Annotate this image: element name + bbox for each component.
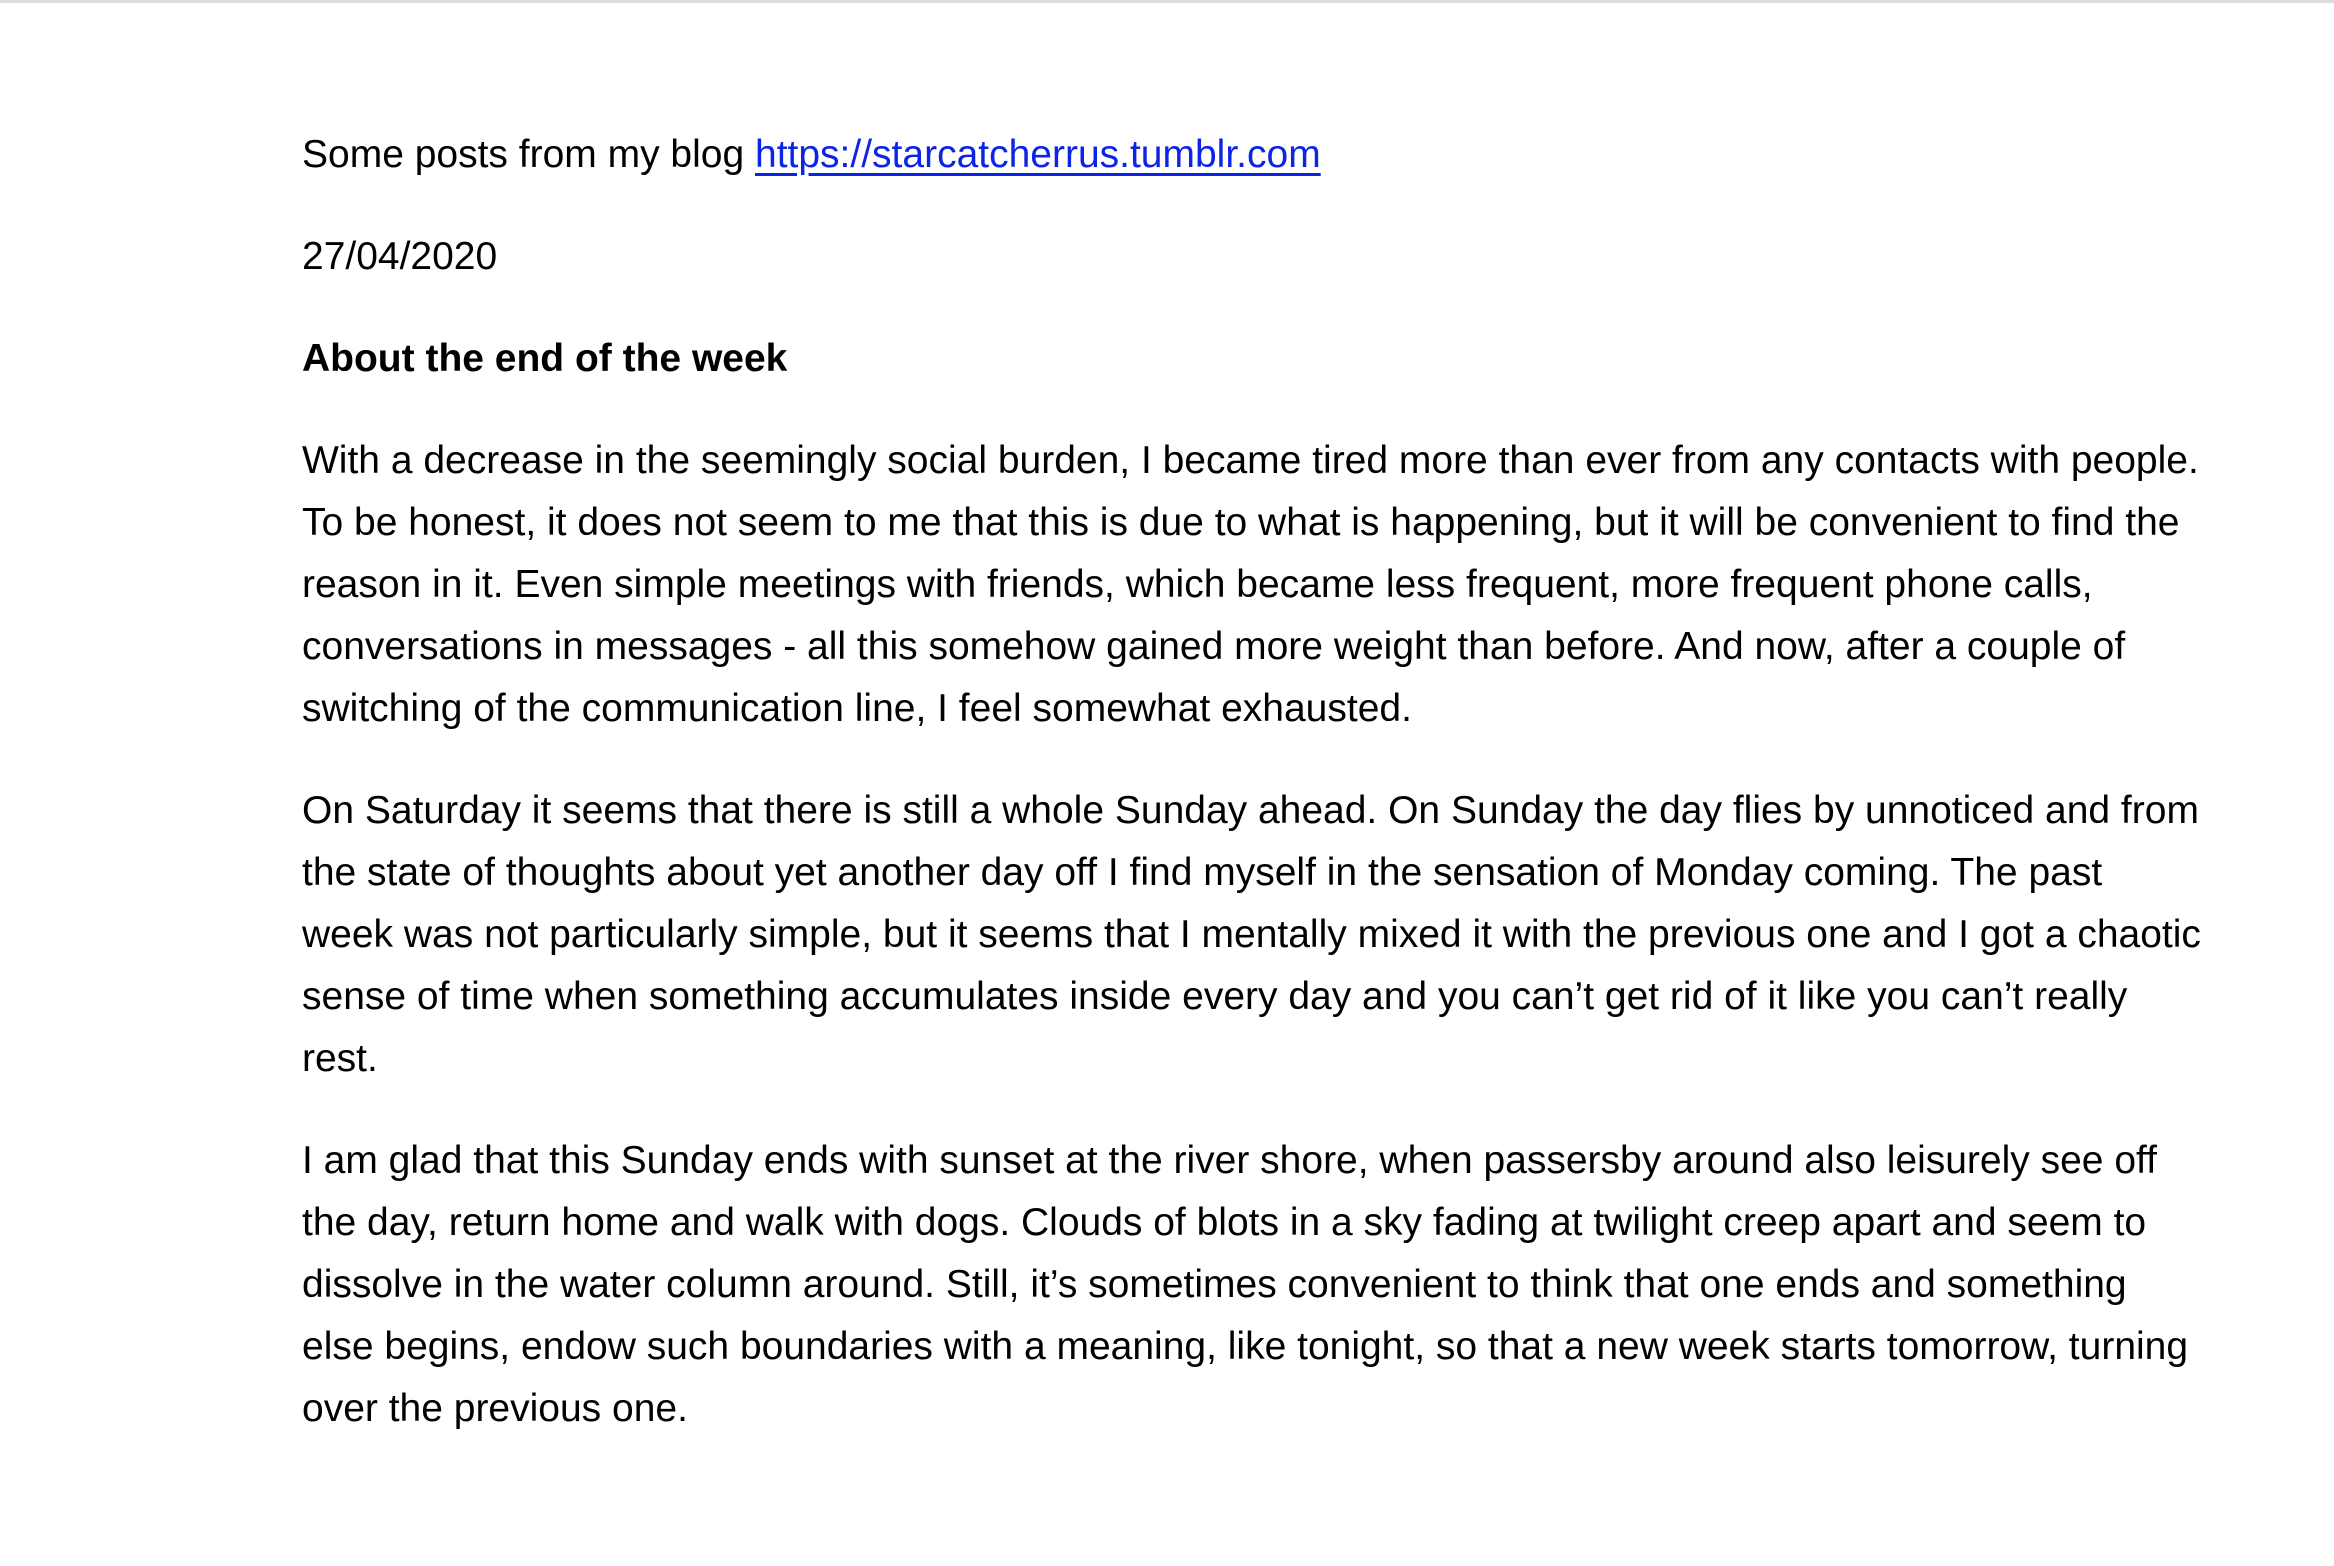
page-top-border [0, 0, 2334, 3]
post-paragraph-3: I am glad that this Sunday ends with sunset at the river shore, when passersby around also leisurely see off the day, return home and walk with dogs. Clouds of blots in a sky fading at twilight creep apart and seem to dissolve in the water column around. Still, it’s sometimes convenient to think that one ends and something else begins, endow such boundaries with a meaning, like tonight, so that a new week starts tomorrow, turning over the previous one. [302, 1139, 2189, 1430]
post-title: About the end of the week [302, 337, 788, 380]
post-date: 27/04/2020 [302, 235, 498, 278]
blog-link[interactable]: https://starcatcherrus.tumblr.com [755, 133, 1321, 176]
intro-line [302, 124, 2202, 186]
post-paragraph-2: On Saturday it seems that there is still a whole Sunday ahead. On Sunday the day flies by unnoticed and from the state of thoughts about yet another day off I find myself in the sensation of Monday coming. The past week was not particularly simple, but it seems that I mentally mixed it with the previous one and I got a chaotic sense of time when something accumulates inside every day and you can’t get rid of it like you can’t really rest. [302, 789, 2201, 1080]
post-paragraph-1: With a decrease in the seemingly social burden, I became tired more than ever from any contacts with people. To be honest, it does not seem to me that this is due to what is happening, but it will be convenient to find the reason in it. Even simple meetings with friends, which became less frequent, more frequent phone calls, conversations in messages - all this somehow gained more weight than before. And now, after a couple of switching of the communication line, I feel somewhat exhausted. [302, 439, 2199, 730]
document-body [302, 124, 2202, 1480]
intro-text: Some posts from my blog [302, 133, 755, 176]
